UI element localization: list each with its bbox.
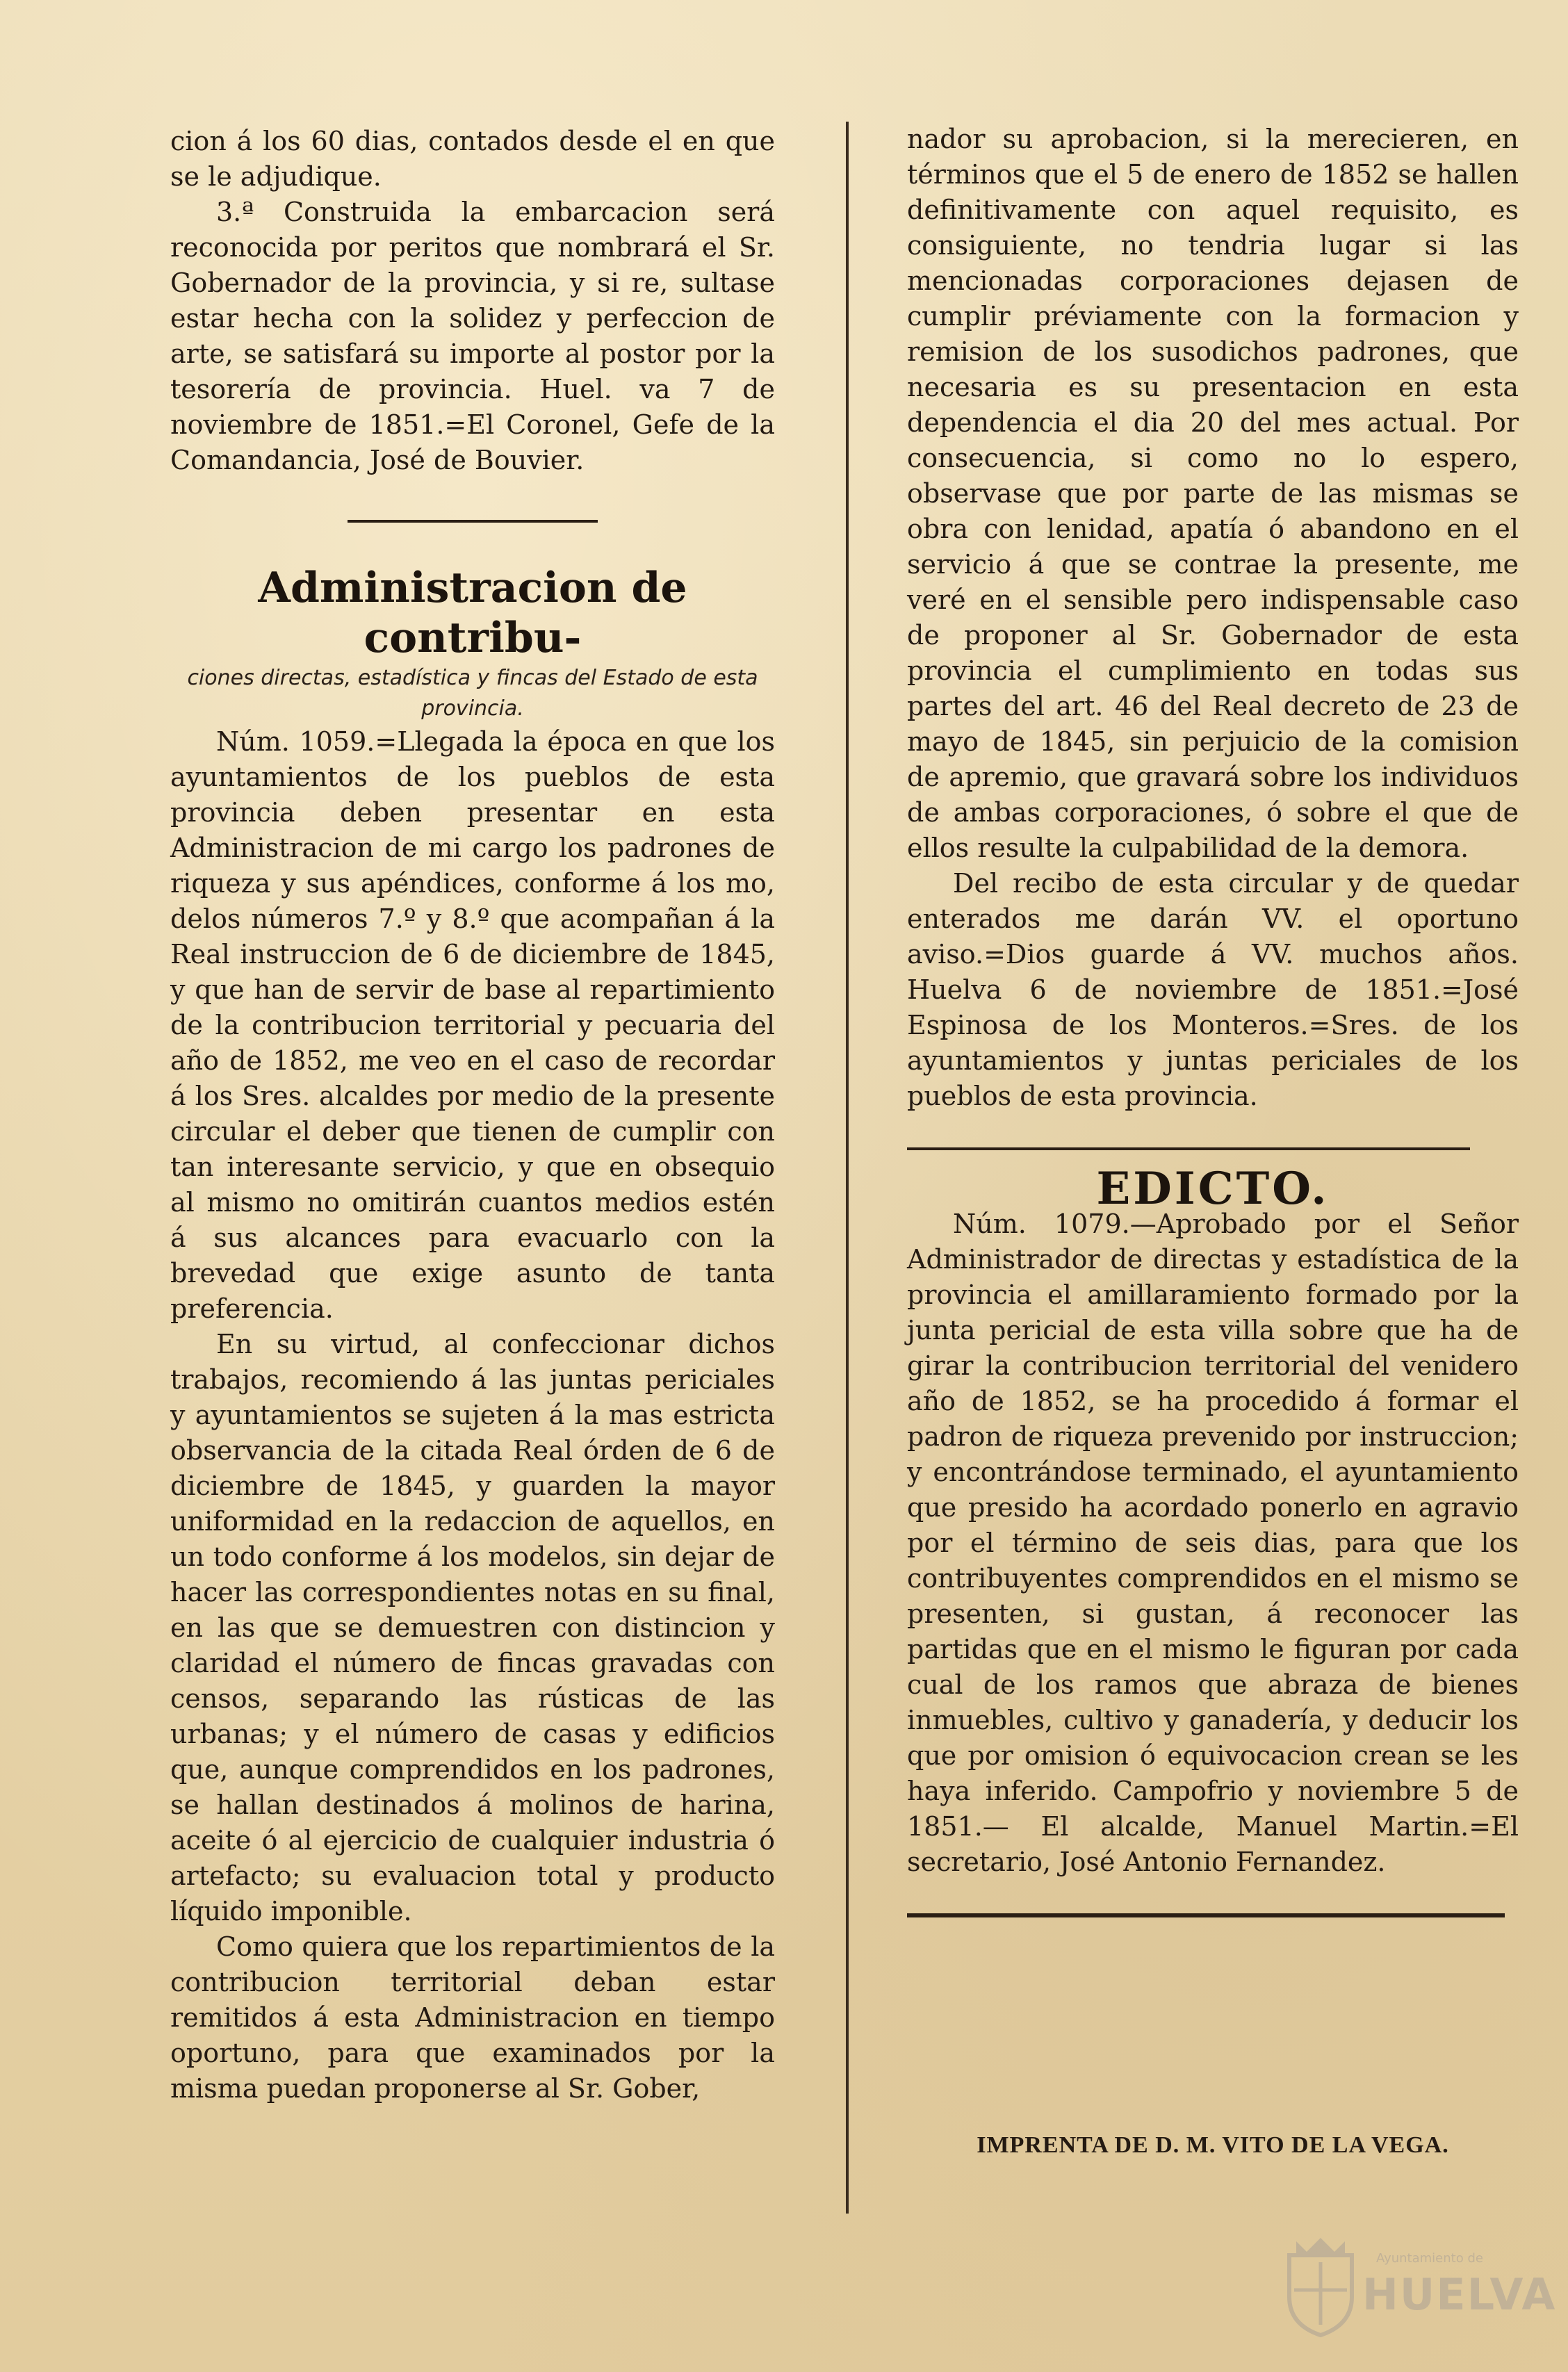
- printer-imprint: IMPRENTA DE D. M. VITO DE LA VEGA.: [977, 2132, 1449, 2158]
- archive-watermark: [1279, 2234, 1557, 2339]
- section-divider: [348, 520, 598, 523]
- coat-of-arms-icon: [1279, 2234, 1362, 2339]
- section-heading: Administracion de contribu-: [258, 564, 687, 662]
- left-paragraph-2: 3.ª Construida la embarcacion será reconocida por peritos que nombrará el Sr. Gobernador de la provincia, y si re, sultase estar hecha con la solidez y perfeccion de arte, se satisfará su importe al postor por la tesorería de provincia. Huel. va 7 de noviembre de 1851.=El Coronel, Gefe de la Comandancia, José de Bouvier.: [170, 197, 775, 475]
- left-paragraph-1: cion á los 60 dias, contados desde el en que se le adjudique.: [170, 126, 775, 192]
- watermark-city: HUELVA: [1362, 2269, 1557, 2320]
- watermark-caption: Ayuntamiento de: [1376, 2251, 1483, 2266]
- right-paragraph-1: nador su aprobacion, si la merecieren, en términos que el 5 de enero de 1852 se hallen definitivamente con aquel requisito, es consiguiente, no tendria lugar si las mencionadas corporaciones dejasen de cumplir préviamente con la formacion y remision de los susodichos padrones, que necesaria es su presentacion en esta dependencia el dia 20 del mes actual. Por consecuencia, si como no lo espero, observase que por parte de las mismas se obra con lenidad, apatía ó abandono en el servicio á que se contrae la presente, me veré en el sensible pero indispensable caso de proponer al Sr. Gobernador de esta provincia el cumplimiento en todas sus partes del art. 46 del Real decreto de 23 de mayo de 1845, sin perjuicio de la comision de apremio, que gravará sobre los individuos de ambas corporaciones, ó sobre el que de ellos resulte la culpabilidad de la demora.: [907, 124, 1519, 863]
- left-paragraph-5: Como quiera que los repartimientos de la contribucion territorial deban estar remitidos á esta Administracion en tiempo oportuno, para que examinados por la misma puedan proponerse al Sr. Gober,: [170, 1931, 775, 2104]
- left-paragraph-4: En su virtud, al confeccionar dichos trabajos, recomiendo á las juntas periciales y ayuntamientos se sujeten á la mas estricta observancia de la citada Real órden de 6 de diciembre de 1845, y guarden la mayor uniformidad en la redaccion de aquellos, en un todo conforme á los modelos, sin dejar de hacer las correspondientes notas en su final, en las que se demuestren con distincion y claridad el número de fincas gravadas con censos, separando las rústicas de las urbanas; y el número de casas y edificios que, aunque comprendidos en los padrones, se hallan destinados á molinos de harina, aceite ó al ejercicio de cualquier industria ó artefacto; su evaluacion total y producto líquido imponible.: [170, 1329, 775, 1927]
- right-paragraph-3: Núm. 1079.—Aprobado por el Señor Administrador de directas y estadística de la provincia el amillaramiento formado por la junta pericial de esta villa sobre que ha de girar la contribucion territorial del venidero año de 1852, se ha procedido á formar el padron de riqueza prevenido por instruccion; y encontrándose terminado, el ayuntamiento que presido ha acordado ponerlo en agravio por el término de seis dias, para que los contribuyentes comprendidos en el mismo se presenten, si gustan, á reconocer las partidas que en el mismo le figuran por cada cual de los ramos que abraza de bienes inmuebles, cultivo y ganadería, y deducir los que por omision ó equivocacion crean se les haya inferido. Campofrio y noviembre 5 de 1851.— El alcalde, Manuel Martin.=El secretario, José Antonio Fernandez.: [907, 1209, 1519, 1877]
- edicto-title: EDICTO.: [1096, 1163, 1330, 1215]
- left-column: [170, 124, 775, 2107]
- section-subheading: ciones directas, estadística y fincas del Estado de esta provincia.: [187, 666, 758, 721]
- column-divider: [846, 122, 849, 2214]
- left-paragraph-3: Núm. 1059.=Llegada la época en que los ayuntamientos de los pueblos de esta provincia deben presentar en esta Administracion de mi cargo los padrones de riqueza y sus apéndices, conforme á los mo, delos números 7.º y 8.º que acompañan á la Real instruccion de 6 de diciembre de 1845, y que han de servir de base al repartimiento de la contribucion territorial y pecuaria del año de 1852, me veo en el caso de recordar á los Sres. alcaldes por medio de la presente circular el deber que tienen de cumplir con tan interesante servicio, y que en obsequio al mismo no omitirán cuantos medios estén á sus alcances para evacuarlo con la brevedad que exige asunto de tanta preferencia.: [170, 726, 775, 1324]
- right-column: [907, 122, 1519, 1917]
- right-paragraph-2: Del recibo de esta circular y de quedar enterados me darán VV. el oportuno aviso.=Dios guarde á VV. muchos años. Huelva 6 de noviembre de 1851.=José Espinosa de los Monteros.=Sres. de los ayuntamientos y juntas periciales de los pueblos de esta provincia.: [907, 868, 1519, 1111]
- edicto-divider: [907, 1147, 1470, 1150]
- footer-rule: [907, 1913, 1505, 1917]
